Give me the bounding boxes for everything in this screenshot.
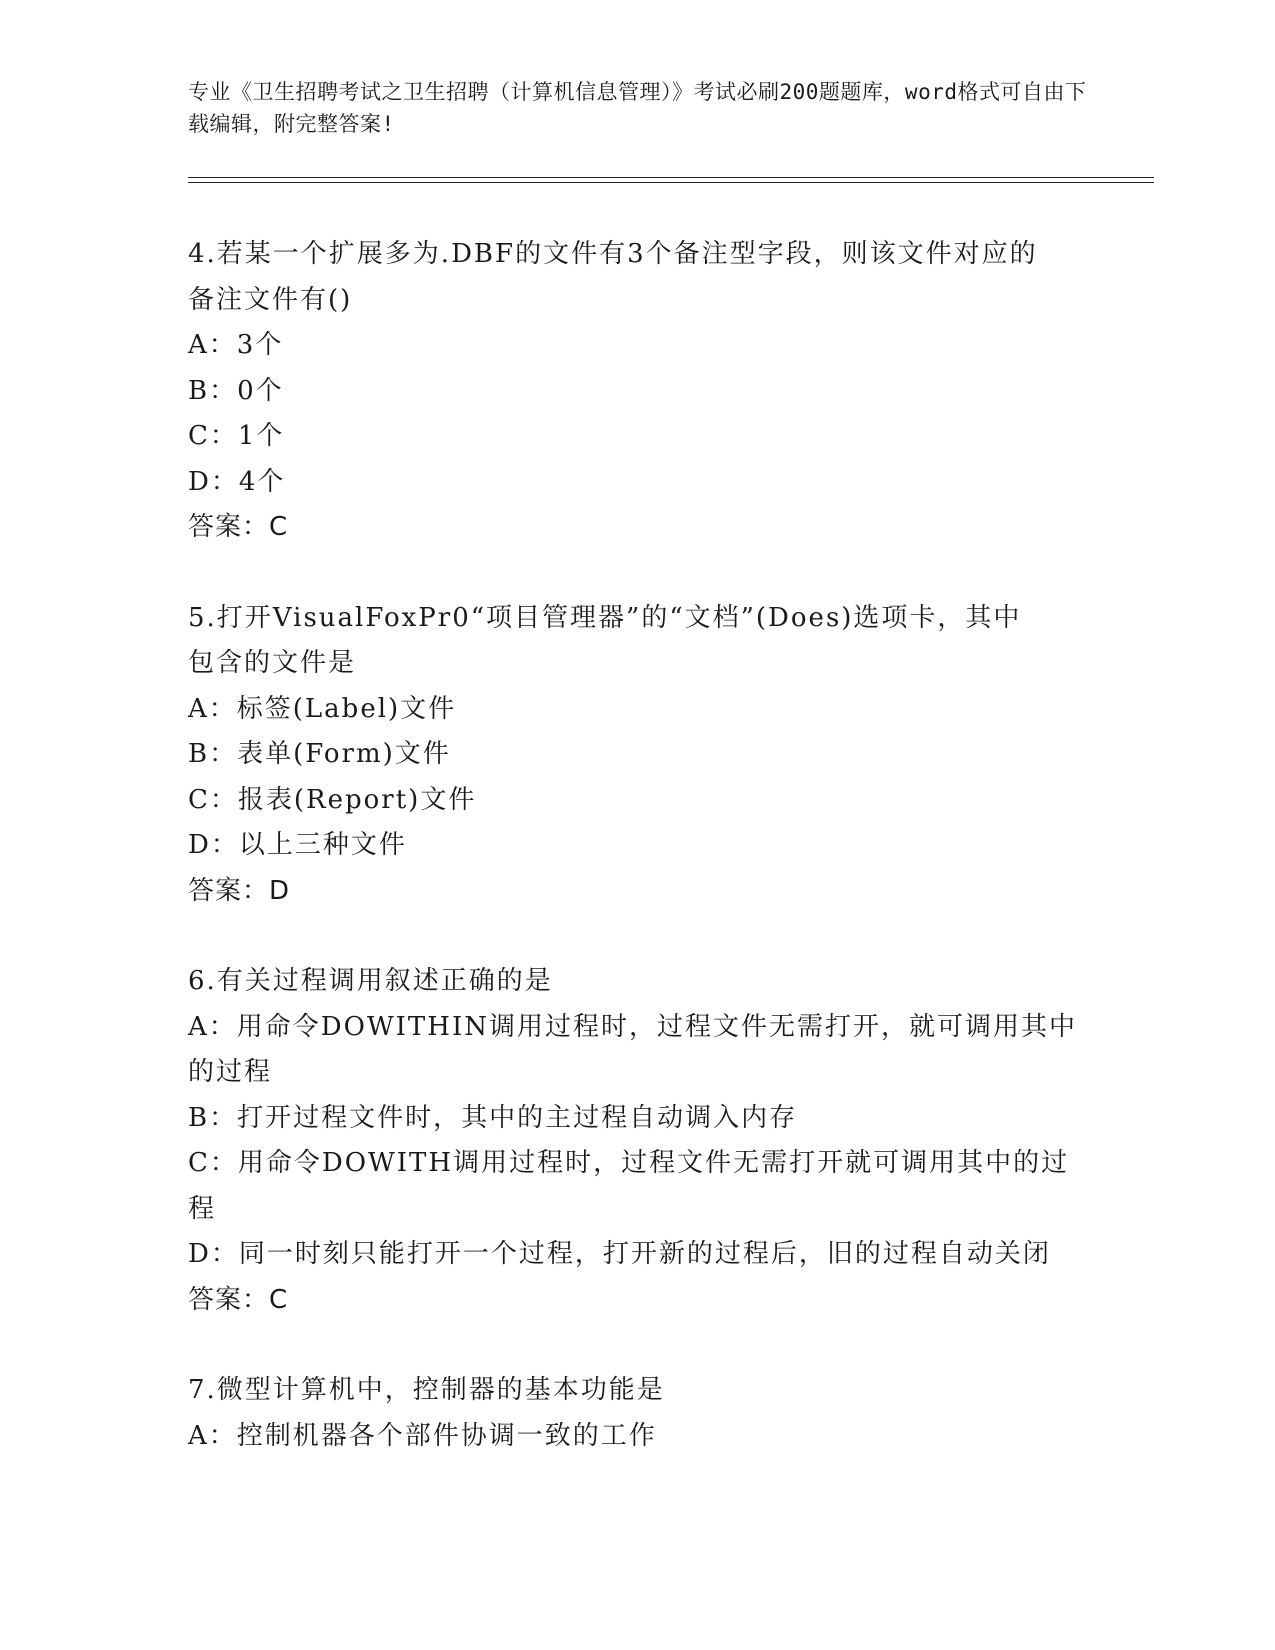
- answer-option-line: C：报表(Report)文件: [188, 784, 477, 815]
- answer-option-line: C：用命令DOWITH调用过程时，过程文件无需打开就可调用其中的过: [188, 1148, 1070, 1178]
- answer-option-line: 程: [188, 1193, 217, 1224]
- answer-key: 答案：D: [188, 875, 291, 906]
- header-divider-top: [188, 177, 1154, 178]
- answer-key: 答案：C: [188, 512, 289, 542]
- question-title-line: 包含的文件是: [188, 648, 357, 678]
- document-header: 专业《卫生招聘考试之卫生招聘（计算机信息管理）》考试必刷200题题库，word格式可自由下载编辑，附完整答案!: [188, 80, 1087, 136]
- answer-option-line: B：打开过程文件时，其中的主过程自动调入内存: [188, 1102, 798, 1133]
- answer-option-line: D：4个: [188, 466, 286, 497]
- answer-option-line: B：表单(Form)文件: [188, 739, 451, 769]
- answer-option-line: A：控制机器各个部件协调一致的工作: [188, 1420, 657, 1451]
- answer-option-line: C：1个: [188, 421, 285, 451]
- answer-option-line: A：标签(Label)文件: [188, 693, 457, 724]
- question-title-line: 4.若某一个扩展多为.DBF的文件有3个备注型字段，则该文件对应的: [188, 239, 1038, 269]
- answer-option-line: A：3个: [188, 330, 284, 360]
- answer-option-line: D：以上三种文件: [188, 830, 407, 860]
- question-block: [188, 232, 1088, 551]
- question-title-line: 7.微型计算机中，控制器的基本功能是: [188, 1375, 665, 1405]
- answer-option-line: D：同一时刻只能打开一个过程，打开新的过程后，旧的过程自动关闭: [188, 1239, 1051, 1269]
- question-list: [188, 232, 1088, 1504]
- question-block: [188, 959, 1088, 1323]
- answer-option-line: A：用命令DOWITHIN调用过程时，过程文件无需打开，就可调用其中: [188, 1011, 1077, 1042]
- question-block: [188, 596, 1088, 915]
- answer-option-line: 的过程: [188, 1057, 273, 1087]
- question-title-line: 5.打开VisualFoxPr0“项目管理器”的“文档”(Does)选项卡，其中: [188, 602, 1022, 633]
- answer-option-line: B：0个: [188, 375, 284, 406]
- answer-key: 答案：C: [188, 1284, 289, 1315]
- question-title-line: 6.有关过程调用叙述正确的是: [188, 966, 553, 996]
- header-divider-bottom: [188, 182, 1154, 183]
- question-title-line: 备注文件有(): [188, 284, 353, 315]
- question-block: [188, 1368, 1088, 1459]
